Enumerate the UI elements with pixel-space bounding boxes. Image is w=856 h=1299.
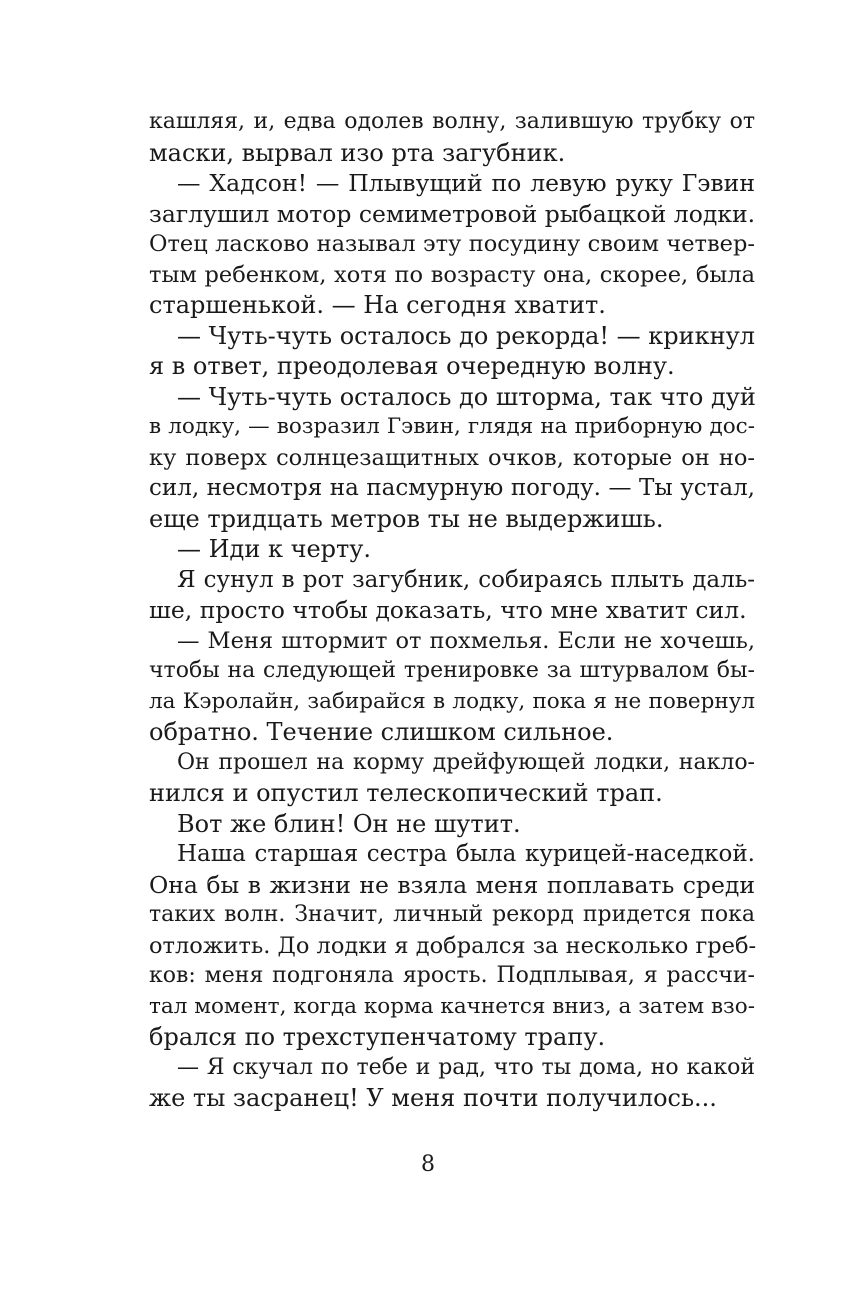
text-line: ла Кэролайн, забирайся в лодку, пока я не повернул — [149, 688, 755, 714]
text-line: брался по трехступенчатому трапу. — [149, 1023, 606, 1051]
text-line: в лодку, — возразил Гэвин, глядя на приборную дос- — [149, 414, 755, 439]
text-line: нился и опустил телескопический трап. — [149, 779, 663, 807]
text-line: еще тридцать метров ты не выдержишь. — [149, 504, 664, 533]
text-line: кашляя, и, едва одолев волну, залившую трубку от — [149, 109, 755, 134]
text-line: — Иди к черту. — [177, 535, 372, 563]
text-line: — Я скучал по тебе и рад, что ты дома, но какой — [177, 1054, 755, 1080]
text-line: старшенькой. — На сегодня хватит. — [149, 291, 606, 319]
text-line: — Хадсон! — Плывущий по левую руку Гэвин — [177, 169, 755, 197]
text-line: ше, просто чтобы доказать, что мне хватит сил. — [149, 596, 747, 624]
text-line: обратно. Течение слишком сильное. — [149, 718, 614, 746]
text-line: Я сунул в рот загубник, собираясь плыть даль- — [177, 566, 755, 593]
text-line: тал момент, когда корма качнется вниз, а затем взо- — [149, 993, 755, 1019]
text-line: ку поверх солнцезащитных очков, которые он но- — [149, 444, 755, 471]
text-line: заглушил мотор семиметровой рыбацкой лодки. — [149, 199, 756, 228]
text-line: маски, вырвал изо рта загубник. — [149, 138, 566, 167]
text-line: Она бы в жизни не взяла меня поплавать среди — [149, 870, 755, 899]
text-line: Отец ласково называл эту посудину своим четвер- — [149, 231, 755, 257]
text-line: Вот же блин! Он не шутит. — [177, 809, 521, 838]
text-line: сил, несмотря на пасмурную погоду. — Ты устал, — [149, 475, 755, 501]
text-line: Наша старшая сестра была курицей-наседкой. — [177, 841, 755, 867]
text-line: тым ребенком, хотя по возрасту она, скорее, была — [149, 261, 755, 288]
text-line: — Чуть-чуть осталось до шторма, так что дуй — [177, 382, 756, 411]
text-line: ков: меня подгоняла ярость. Подплывая, я рассчи- — [149, 963, 755, 988]
text-line: чтобы на следующей тренировке за штурвалом бы- — [149, 658, 755, 683]
text-line: отложить. До лодки я добрался за несколько греб- — [149, 932, 757, 959]
text-line: — Чуть-чуть осталось до рекорда! — крикнул — [177, 321, 755, 350]
text-line: я в ответ, преодолевая очередную волну. — [149, 352, 675, 380]
text-line: же ты засранец! У меня почти получилось... — [149, 1084, 717, 1112]
text-line: — Меня штормит от похмелья. Если не хочешь, — [177, 627, 755, 654]
text-line: Он прошел на корму дрейфующей лодки, накло- — [177, 749, 755, 775]
body-text — [149, 107, 755, 1114]
page-number: 8 — [421, 1152, 435, 1177]
text-line: таких волн. Значит, личный рекорд придется пока — [149, 902, 755, 927]
